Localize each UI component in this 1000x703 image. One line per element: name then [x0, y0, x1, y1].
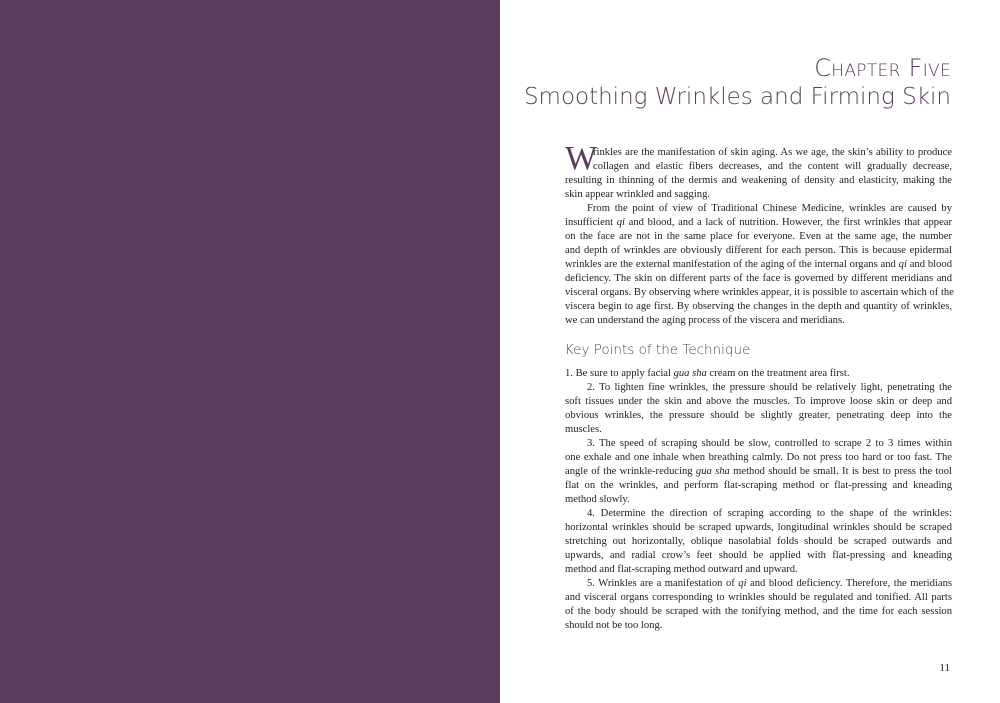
text-line: [565, 230, 952, 244]
text-line: [565, 395, 952, 409]
text-segment: and depth of wrinkles are obviously different for each person. This is because epidermal: [565, 245, 952, 256]
text-segment: and visceral organs corresponding to wrinkles should be regulated and tonified. All parts: [565, 592, 952, 603]
italic-term: gua sha: [695, 466, 730, 477]
text-segment: method should be small. It is best to press the tool: [729, 466, 952, 477]
text-segment: 2. To lighten fine wrinkles, the pressure should be relatively light, penetrating the: [587, 382, 952, 393]
text-segment: cream on the treatment area first.: [706, 368, 850, 379]
right-page: [500, 0, 1000, 703]
text-line: [565, 258, 952, 272]
text-segment: angle of the wrinkle-reducing: [565, 466, 696, 477]
text-line: [565, 437, 952, 451]
text-line: [565, 493, 952, 507]
key-points-list: [565, 367, 952, 633]
text-segment: method slowly.: [565, 494, 630, 505]
page-number: 11: [939, 662, 950, 674]
text-line: [565, 188, 952, 202]
text-segment: 4. Determine the direction of scraping according to the shape of the wrinkles:: [587, 508, 952, 519]
italic-term: qi: [616, 217, 625, 228]
text-line: [565, 146, 952, 160]
text-line: [565, 286, 952, 300]
text-segment: one exhale and one inhale when breathing calmly. Do not press too hard or too fast. The: [565, 452, 952, 463]
text-segment: visceral organs. By observing where wrinkles appear, it is possible to ascertain which of the: [565, 287, 954, 298]
italic-term: qi: [738, 578, 747, 589]
text-segment: 3. The speed of scraping should be slow, controlled to scrape 2 to 3 times within: [587, 438, 952, 449]
text-segment: 5. Wrinkles are a manifestation of: [587, 578, 739, 589]
text-line: [565, 244, 952, 258]
text-segment: collagen and elastic fibers decreases, and the content will gradually decrease,: [593, 161, 952, 172]
text-line: [565, 577, 952, 591]
text-line: [565, 216, 952, 230]
text-segment: horizontal wrinkles should be scraped upwards, longitudinal wrinkles should be scraped: [565, 522, 952, 533]
subheading: Key Points of the Technique: [565, 342, 751, 358]
text-segment: upwards, and radial crow’s feet should be applied with flat-pressing and kneading: [565, 550, 952, 561]
text-line: [565, 591, 952, 605]
text-line: [565, 300, 952, 314]
text-segment: we can understand the aging process of the viscera and meridians.: [565, 315, 845, 326]
text-segment: soft tissues under the skin and above the muscles. To improve loose skin or deep and: [565, 396, 952, 407]
text-segment: resulting in thinning of the dermis and weakening of density and elasticity, making the: [565, 175, 952, 186]
text-line: [565, 423, 952, 437]
text-segment: viscera begin to age first. By observing the changes in the depth and quantity of wrinkles,: [565, 301, 952, 312]
text-line: [565, 272, 952, 286]
text-segment: method and flat-scraping method outward and upward.: [565, 564, 798, 575]
text-line: [565, 174, 952, 188]
text-segment: From the point of view of Traditional Chinese Medicine, wrinkles are caused by: [587, 203, 952, 214]
chapter-label: Chapter Five: [814, 54, 951, 82]
text-line: [565, 507, 952, 521]
text-segment: insufficient: [565, 217, 617, 228]
text-segment: on the face are not in the same place for everyone. Even at the same age, the number: [565, 231, 952, 242]
drop-cap: W: [565, 140, 598, 177]
text-line: [565, 563, 952, 577]
text-line: [565, 549, 952, 563]
text-line: [565, 314, 952, 328]
chapter-title: Smoothing Wrinkles and Firming Skin: [523, 84, 951, 110]
text-segment: should not be too long.: [565, 620, 663, 631]
intro-text: [565, 140, 954, 328]
italic-term: gua sha: [673, 368, 707, 379]
text-line: [565, 451, 952, 465]
text-segment: deficiency. The skin on different parts of the face is governed by different meridians and: [565, 273, 952, 284]
italic-term: qi: [898, 259, 907, 270]
text-segment: muscles.: [565, 424, 602, 435]
text-segment: 1. Be sure to apply facial: [565, 368, 674, 379]
text-segment: rinkles are the manifestation of skin aging. As we age, the skin’s ability to produce: [593, 147, 952, 158]
text-line: [565, 535, 952, 549]
text-line: [565, 202, 952, 216]
text-segment: flat on the wrinkles, and perform flat-scraping method or flat-pressing and kneading: [565, 480, 952, 491]
text-line: [565, 409, 952, 423]
text-line: [565, 605, 952, 619]
text-line: [565, 521, 952, 535]
text-segment: and blood: [906, 259, 952, 270]
text-line: [565, 367, 952, 381]
text-line: [565, 619, 952, 633]
text-segment: obvious wrinkles, the pressure should be slightly greater, penetrating deep into the: [565, 410, 952, 421]
text-line: [565, 465, 952, 479]
text-segment: stretching out horizontally, oblique nasolabial folds should be scraped outwards and: [565, 536, 952, 547]
text-line: [565, 160, 952, 174]
text-segment: of the body should be scraped with the tonifying method, and the time for each session: [565, 606, 952, 617]
text-segment: and blood, and a lack of nutrition. However, the first wrinkles that appear: [624, 217, 953, 228]
text-segment: skin appear wrinkled and sagging.: [565, 189, 711, 200]
text-segment: wrinkles are the external manifestation of the aging of the internal organs and: [565, 259, 899, 270]
text-segment: and blood deficiency. Therefore, the meridians: [746, 578, 952, 589]
text-line: [565, 479, 952, 493]
text-line: [565, 381, 952, 395]
